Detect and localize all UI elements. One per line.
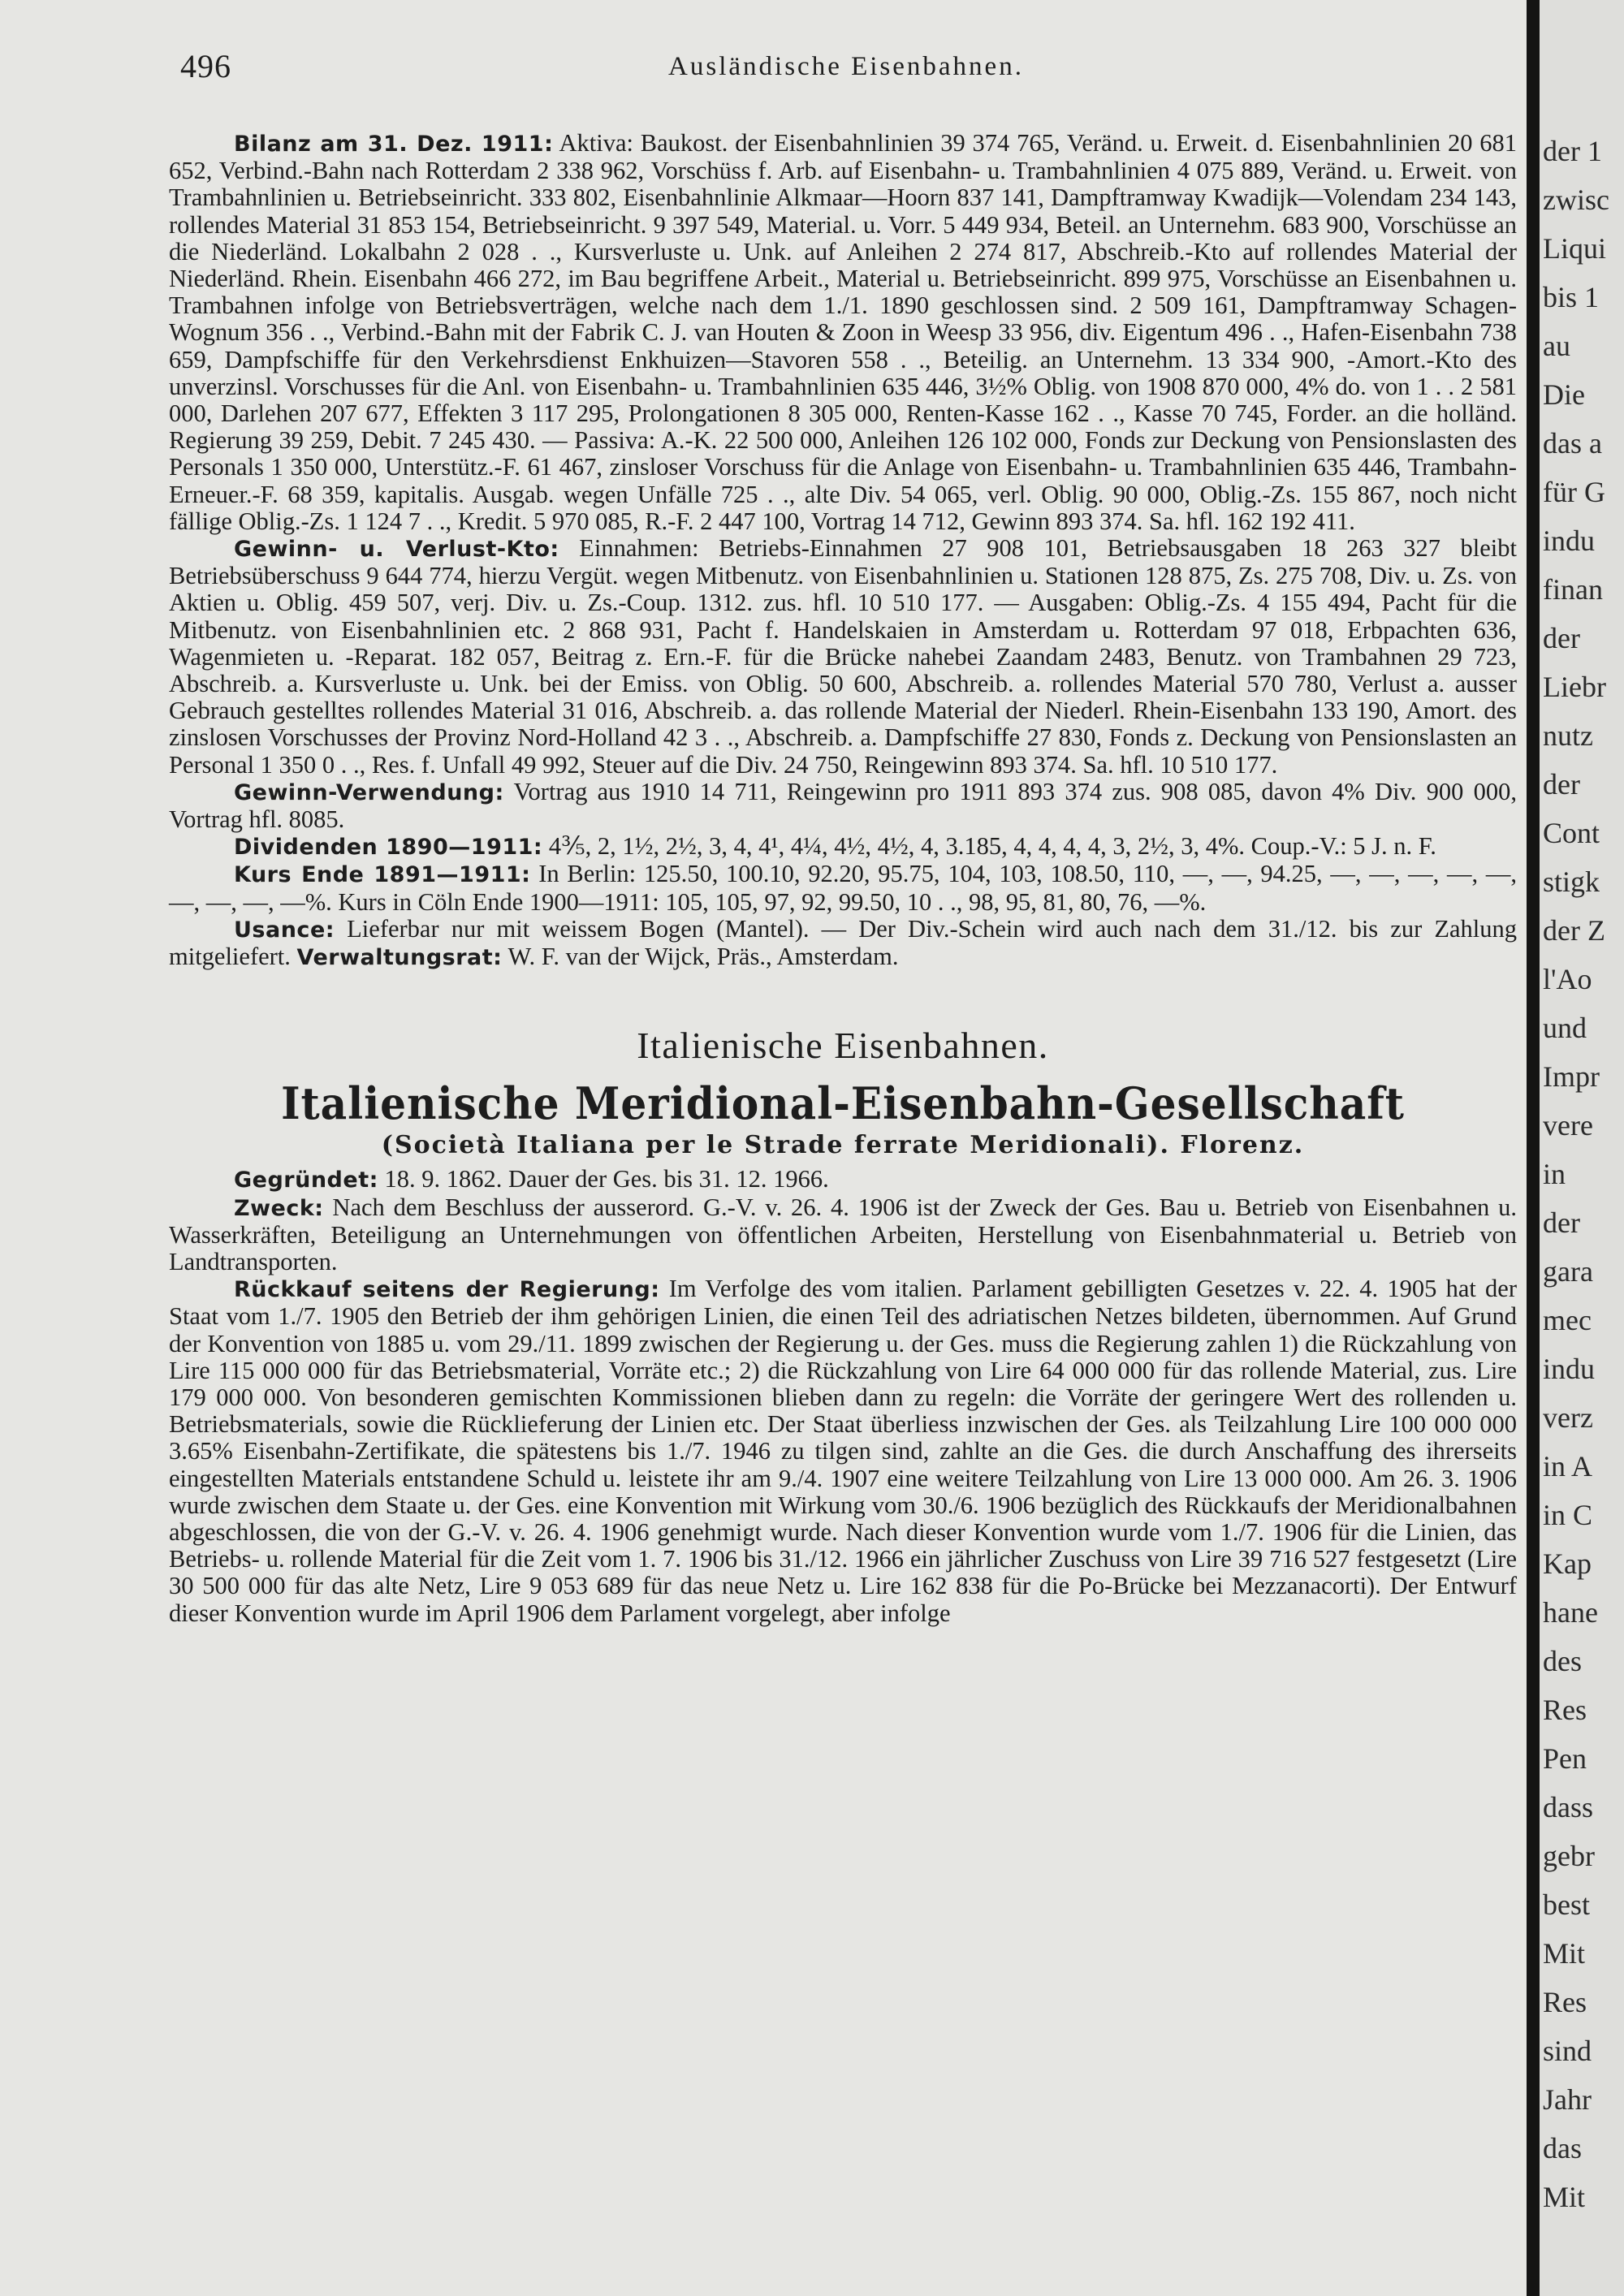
paragraph-label: Usance: [234,917,335,943]
paragraph-text: Aktiva: Baukost. der Eisenbahnlinien 39 374 765, Veränd. u. Erweit. d. Eisenbahnlinien 20 681 652, Verbind.-Bahn nach Rotterdam 2 338 962, Vorschüss f. Arb. auf Eisenbahn- u. Trambahnlinien 4 075 889, Veränd. u. Erweit. von Trambahnlinien u. Betriebseinricht. 333 802, Eisenbahnlinie Alkmaar—Hoorn 837 141, Dampftramway Kwadijk—Volendam 234 143, rollendes Material 31 853 154, Betriebseinricht. 9 397 549, Material. u. Vorr. 5 449 934, Beteil. an Unternehm. 683 900, Vorschüsse an die Niederländ. Lokalbahn 2 028 . ., Kursverluste u. Unk. auf Anleihen 2 274 817, Abschreib.-Kto auf rollendes Material der Niederländ. Rhein. Eisenbahn 466 272, im Bau begriffene Arbeit., Material u. Betriebseinricht. 899 975, Vorschüsse an Eisenbahnen u. Trambahnen infolge von Betriebsverträgen, welche nach dem 1./1. 1890 geschlossen sind. 2 509 161, Dampftramway Schagen-Wognum 356 . ., Verbind.-Bahn mit der Fabrik C. J. van Houten & Zoon in Weesp 33 956, div. Eigentum 496 . ., Hafen-Eisenbahn 738 659, Dampfschiffe für den Verkehrsdienst Enkhuizen—Stavoren 558 . ., Beteilig. an Unternehm. 13 334 900, -Amort.-Kto des unverzinsl. Vorschusses für die Anl. von Eisenbahn- u. Trambahnlinien 635 446, 3½% Oblig. von 1908 870 000, 4% do. von 1 . . 2 581 000, Darlehen 207 677, Effekten 3 117 295, Prolongationen 8 305 000, Renten-Kasse 162 . ., Kasse 70 745, Forder. an die holländ. Regierung 39 259, Debit. 7 245 430. — Passiva: A.-K. 22 500 000, Anleihen 126 102 000, Fonds zur Deckung von Pensionslasten des Personals 1 350 000, Unterstütz.-F. 61 467, zinsloser Vorschuss für die Anlage von Eisenbahn- u. Trambahnlinien 635 446, Trambahn-Erneuer.-F. 68 359, kapitalis. Ausgab. wegen Unfälle 725 . ., alte Div. 54 065, verl. Oblig. 90 000, Oblig.-Zs. 155 867, noch nicht fällige Oblig.-Zs. 1 124 7 . ., Kredit. 5 970 085, R.-F. 2 447 100, Vortrag 14 712, Gewinn 893 374. Sa. hfl. 162 192 411. [169,129,1517,535]
facing-page-fragment: verz [1543,1401,1593,1434]
facing-page-fragment: in C [1543,1499,1593,1531]
paragraph-label: Kurs Ende 1891—1911: [234,862,531,888]
facing-page-fragment: Cont [1543,817,1600,849]
section-heading: Italienische Eisenbahnen. [637,1025,1049,1067]
paragraph-label: Gegründet: [234,1167,378,1193]
binding-gutter [1527,0,1540,2296]
running-header [180,47,1512,96]
company-subtitle: (Società Italiana per le Strade ferrate Meridionali). Florenz. [381,1131,1305,1160]
paragraph [169,833,1517,861]
facing-page-fragment: Mit [1543,1937,1586,1970]
facing-page-fragment: mec [1543,1304,1592,1336]
paragraph-text: Nach dem Beschluss der ausserord. G.-V. v. 26. 4. 1906 ist der Zweck der Ges. Bau u. Betrieb von Eisenbahnen u. Wasserkräften, Beteiligung an Unternehmungen von öffentlichen Arbeiten, Herstellung von Eisenbahnmaterial u. Betrieb von Landtransporten. [169,1193,1517,1275]
facing-page-fragment: sind [1543,2035,1592,2067]
facing-page-fragment: der Z [1543,914,1605,947]
facing-page-fragment: Liebr [1543,671,1606,703]
paragraph-text: Lieferbar nur mit weissem Bogen (Mantel). — Der Div.-Schein wird auch nach dem 31./12. bis zur Zahlung mitgeliefert. [169,914,1517,971]
facing-page-fragment: in [1543,1158,1566,1190]
facing-page-fragment: Res [1543,1986,1587,2018]
facing-page-fragment: bis 1 [1543,281,1600,313]
facing-page-fragment: der [1543,622,1580,654]
facing-page-edge [1540,0,1624,2296]
paragraph-text: Vortrag aus 1910 14 711, Reingewinn pro 1911 893 374 zus. 908 085, davon 4% Div. 900 000, Vortrag hfl. 8085. [169,777,1517,834]
facing-page-fragment: das a [1543,427,1602,460]
paragraph [169,130,1517,535]
facing-page-fragment: für G [1543,476,1605,508]
facing-page-fragment: Pen [1543,1742,1587,1775]
facing-page-fragment: l'Ao [1543,963,1592,995]
paragraph-label: Gewinn- u. Verlust-Kto: [234,537,559,563]
facing-page-fragment: nutz [1543,719,1593,752]
facing-page-fragment: Impr [1543,1060,1600,1093]
facing-page-fragment: dass [1543,1791,1593,1823]
facing-page-fragment: Liqui [1543,232,1606,265]
paragraph-label: Zweck: [234,1195,324,1221]
facing-page-fragment: der [1543,1206,1580,1239]
facing-page-fragment: best [1543,1888,1590,1921]
paragraph-label: Bilanz am 31. Dez. 1911: [234,132,554,157]
facing-page-fragment: indu [1543,1353,1596,1385]
facing-page-fragment: finan [1543,573,1603,606]
facing-page-fragment: au [1543,330,1570,362]
facing-page-fragment: stigk [1543,865,1600,898]
facing-page-fragment: des [1543,1645,1582,1677]
facing-page-fragment: und [1543,1012,1587,1044]
facing-page-fragment: Res [1543,1694,1587,1726]
paragraph-text: Im Verfolge des vom italien. Parlament gebilligten Gesetzes v. 22. 4. 1905 hat der Staat vom 1./7. 1905 den Betrieb der ihm gehörigen Linien, die einen Teil des adriatischen Netzes bildeten, übernommen. Auf Grund der Konvention von 1885 u. vom 29./11. 1899 zwischen der Regierung u. der Ges. muss die Regierung zahlen 1) die Rückzahlung von Lire 115 000 000 für das Betriebsmaterial, Vorräte etc.; 2) die Rückzahlung von Lire 64 000 000 für das rollende Material, zus. Lire 179 000 000. Von besonderen gemischten Kommissionen blieben dann zu regeln: die Vorräte der geringere Wert des rollenden u. Betriebsmaterials, sowie die Rücklieferung der Linien etc. Der Staat überliess inzwischen der Ges. als Teilzahlung Lire 100 000 000 3.65% Eisenbahn-Zertifikate, die spätestens bis 1./7. 1946 zu tilgen sind, zahlte an die Ges. die durch Anschaffung des ihrerseits eingestellten Materials entstandene Schuld u. leistete ihr am 9./4. 1907 eine weitere Teilzahlung von Lire 13 000 000. Am 26. 3. 1906 wurde zwischen dem Staate u. der Ges. eine Konvention mit Wirkung vom 30./6. 1906 bezüglich des Rückkaufs der Meridionalbahnen abgeschlossen, die von der G.-V. v. 26. 4. 1906 genehmigt wurde. Nach dieser Konvention wurde vom 1./7. 1906 für die Linien, das Betriebs- u. rollende Material für die Zeit vom 1. 7. 1906 bis 31./12. 1966 ein jährlicher Zuschuss von Lire 39 716 527 festgesetzt (Lire 30 500 000 für das alte Netz, Lire 9 053 689 für das neue Netz u. Lire 162 838 für die Po-Brücke bei Mezzanacorti). Der Entwurf dieser Konvention wurde im April 1906 dem Parlament vorgelegt, aber infolge [169,1275,1517,1627]
page-number: 496 [180,48,231,84]
facing-page-fragment: Die [1543,378,1585,411]
paragraph-text: Einnahmen: Betriebs-Einnahmen 27 908 101, Betriebsausgaben 18 263 327 bleibt Betriebsüberschuss 9 644 774, hierzu Vergüt. wegen Mitbenutz. von Eisenbahnlinien u. Stationen 128 875, Zs. 275 708, Div. u. Zs. von Aktien u. Oblig. 459 507, verj. Div. u. Zs.-Coup. 1312. zus. hfl. 10 510 177. — Ausgaben: Oblig.-Zs. 4 155 494, Pacht für die Mitbenutz. von Eisenbahnlinien etc. 2 868 931, Pacht f. Handelskaien in Amsterdam u. Rotterdam 97 018, Erbpachten 636, Wagenmieten u. -Reparat. 182 057, Beitrag z. Ern.-F. für die Brücke nahebei Zaandam 2483, Benutz. von Trambahnen 29 723, Abschreib. a. Kursverluste u. Unk. bei der Emiss. von Oblig. 50 600, Abschreib. a. rollendes Material 570 780, Verlust a. ausser Gebrauch gestelltes rollendes Material 31 016, Abschreib. a. das rollende Material der Niederl. Rhein-Eisenbahn 133 190, Amort. des zinslosen Vorschusses der Provinz Nord-Holland 42 3 . ., Abschreib. a. Dampfschiffe 27 830, Fonds z. Deckung von Pensionslasten an Personal 1 350 0 . ., Res. f. Unfall 49 992, Steuer auf die Div. 24 750, Reingewinn 893 374. Sa. hfl. 10 510 177. [169,534,1517,779]
facing-page-fragment: zwisc [1543,183,1609,216]
paragraph [169,916,1517,971]
paragraph-label: Rückkauf seitens der Regierung: [234,1277,660,1303]
facing-page-fragment: indu [1543,524,1596,557]
facing-page-fragment: hane [1543,1596,1598,1629]
facing-page-fragment: vere [1543,1109,1593,1142]
paragraph-text: 18. 9. 1862. Dauer der Ges. bis 31. 12. 1966. [378,1165,829,1193]
facing-page-fragment: der [1543,768,1580,801]
paragraph [169,1194,1517,1276]
paragraph-text: W. F. van der Wijck, Präs., Amsterdam. [502,943,899,971]
paragraph-text: In Berlin: 125.50, 100.10, 92.20, 95.75, 104, 103, 108.50, 110, —, —, 94.25, —, —, —, —, —, —, —, —, —%. Kurs in Cöln Ende 1900—1911: 105, 105, 97, 92, 99.50, 10 . ., 98, 95, 81, 80, 76, —%. [169,860,1517,916]
company-title: Italienische Meridional-Eisenbahn-Gesellschaft [281,1077,1405,1130]
facing-page-fragment: Mit [1543,2181,1586,2213]
paragraph [169,779,1517,833]
facing-page-fragment: in A [1543,1450,1593,1482]
facing-page-fragment: Kap [1543,1547,1592,1580]
facing-page-fragment: gebr [1543,1840,1595,1872]
facing-page-fragment: das [1543,2132,1582,2164]
paragraph [169,535,1517,779]
running-title: Ausländische Eisenbahnen. [668,52,1024,81]
paragraph-label: Dividenden 1890—1911: [234,835,543,861]
facing-page-fragment: der 1 [1543,135,1602,167]
facing-page-fragment: gara [1543,1255,1593,1288]
paragraph-label: Verwaltungsrat: [296,945,503,971]
facing-page-fragment: Jahr [1543,2083,1592,2116]
paragraph-text: 4⅗, 2, 1½, 2½, 3, 4, 4¹, 4¼, 4½, 4½, 4, 3.185, 4, 4, 4, 4, 3, 2½, 3, 4%. Coup.-V.: 5 J. n. F. [542,832,1436,861]
paragraph [169,1275,1517,1627]
paragraph [169,1166,1517,1193]
paragraph [169,861,1517,915]
page-body [169,130,1517,1627]
paragraph-label: Gewinn-Verwendung: [234,779,504,805]
